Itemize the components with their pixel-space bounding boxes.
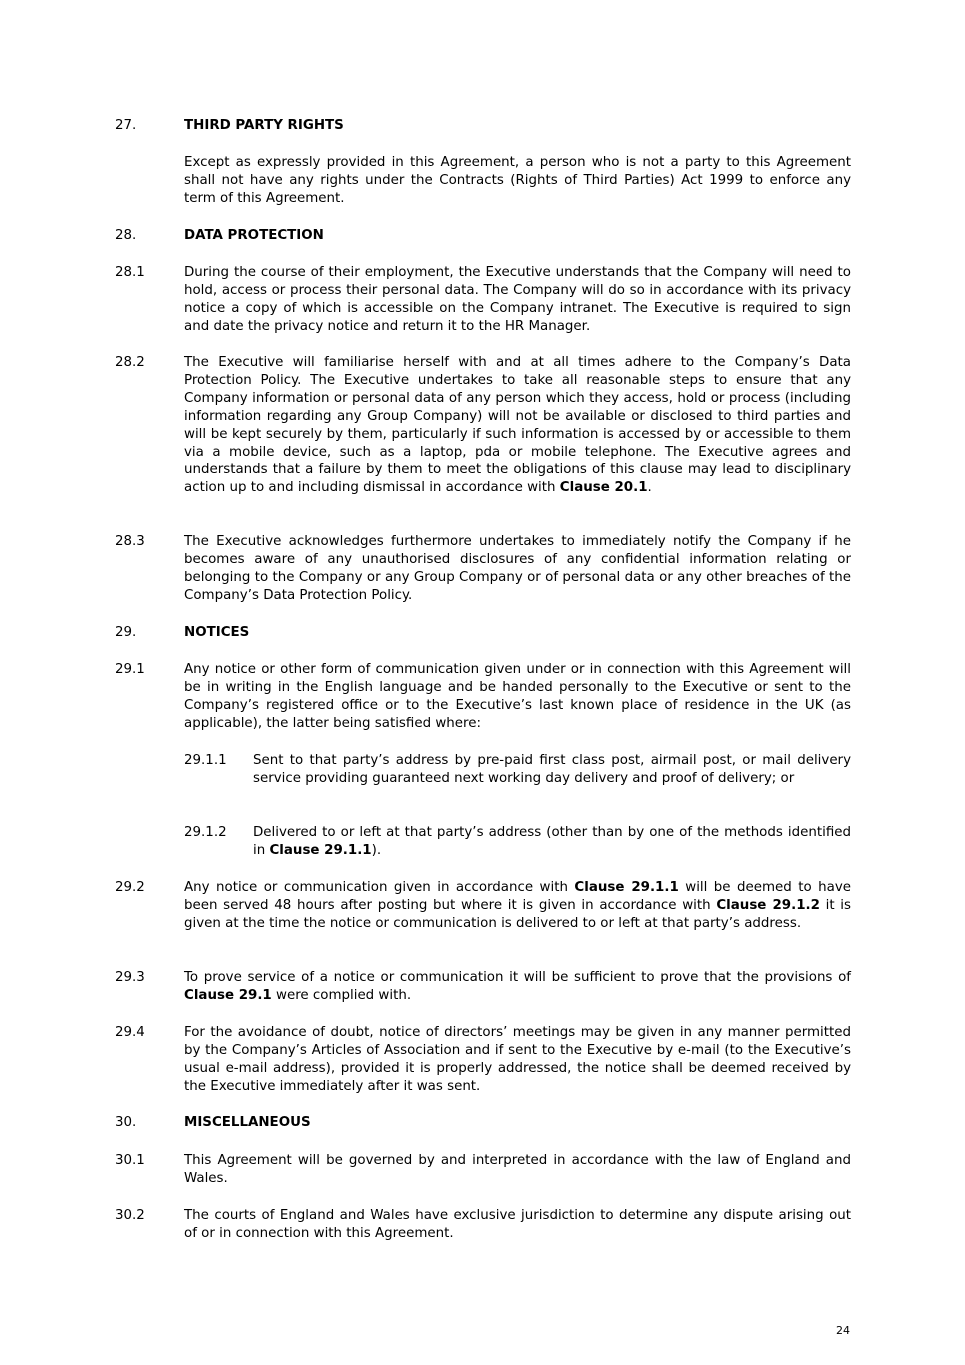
page-number: 24 <box>836 1324 850 1337</box>
bold-reference: Clause 29.1.1 <box>574 880 679 895</box>
bold-reference: Clause 20.1 <box>559 480 648 496</box>
text-segment: will be deemed to have been served 48 hours after posting but where it is given in accordance with <box>184 880 851 913</box>
clause-number: 28.1 <box>115 265 145 280</box>
section-heading <box>115 624 851 642</box>
section-heading <box>115 117 851 135</box>
clause-text <box>184 661 851 733</box>
clause-paragraph <box>115 154 851 208</box>
text-segment: Except as expressly provided in this Agreement, a person who is not a party to this Agreement shall not have any rights under the Contracts (Rights of Third Parties) Act 1999 to enforce any term of this Agreement. <box>184 155 851 206</box>
text-segment: Any notice or other form of communication given under or in connection with this Agreement will be in writing in the English language and be handed personally to the Executive or sent to the Company’s registered office or to the Executive’s last known place of residence in the UK (as applicable), the latter being satisfied where: <box>184 662 851 731</box>
text-segment: . <box>647 480 652 496</box>
clause-text <box>184 533 851 605</box>
text-segment: The Executive will familiarise herself with and at all times adhere to the Company’s Data Protection Policy. The Executive undertakes to take all reasonable steps to ensure that any Company information or personal data of any person which they access, hold or process (including information regarding any Group Company) will not be available or disclosed to third parties and will be kept securely by them, particularly if such information is accessed by or accessible to them via a mobile device, such as a laptop, pda or mobile telephone. The Executive agrees and understands that a failure by them to meet the obligations of this clause may lead to disciplinary action up to and including dismissal in accordance with <box>184 355 851 496</box>
clause-number: 29.4 <box>115 1025 145 1040</box>
text-segment: This Agreement will be governed by and interpreted in accordance with the law of England and Wales. <box>184 1153 851 1186</box>
clause-number: 28.3 <box>115 534 145 549</box>
clause-text <box>184 154 851 208</box>
section-heading <box>115 1114 851 1132</box>
clause-text <box>184 624 851 642</box>
text-segment: Delivered to or left at that party’s address (other than by one of the methods identified in <box>253 825 851 858</box>
clause-number: 27. <box>115 118 137 133</box>
bold-reference: MISCELLANEOUS <box>184 1115 311 1130</box>
clause-text <box>253 824 851 860</box>
clause-number: 30. <box>115 1115 137 1130</box>
clause-text <box>184 879 851 933</box>
clause-text <box>184 1024 851 1096</box>
clause-text <box>253 752 851 788</box>
clause-number: 28. <box>115 228 137 243</box>
text-segment: During the course of their employment, the Executive understands that the Company will need to hold, access or process their personal data. The Company will do so in accordance with its privacy notice a copy of which is accessible on the Company intranet. The Executive is required to sign and date the privacy notice and return it to the HR Manager. <box>184 265 851 334</box>
clause-text <box>184 354 851 497</box>
text-segment: The Executive acknowledges furthermore undertakes to immediately notify the Company if he becomes aware of any unauthorised disclosures of any confidential information relating or belonging to the Company or any Group Company or of personal data or any other breaches of the Company’s Data Protection Policy. <box>184 534 851 603</box>
text-segment: it is given at the time the notice or communication is delivered to or left at that party’s address. <box>184 897 851 931</box>
clause-text <box>184 969 851 1005</box>
text-segment: To prove service of a notice or communication it will be sufficient to prove that the provisions of <box>184 970 851 985</box>
clause-paragraph <box>115 1152 851 1188</box>
bold-reference: Clause 29.1 <box>184 987 272 1003</box>
clause-paragraph <box>115 533 851 605</box>
clause-paragraph <box>115 969 851 1005</box>
clause-text <box>184 264 851 336</box>
clause-text <box>184 1114 851 1132</box>
clause-paragraph <box>115 879 851 933</box>
clause-number: 29.1.1 <box>184 753 227 768</box>
clause-number: 29.1 <box>115 662 145 677</box>
bold-reference: Clause 29.1.2 <box>716 897 820 913</box>
text-segment: For the avoidance of doubt, notice of directors’ meetings may be given in any manner permitted by the Company’s Articles of Association and if sent to the Executive by e-mail (to the Executive’s usual e-mail address), provided it is properly addressed, the notice shall be deemed received by the Executive immediately after it was sent. <box>184 1025 851 1094</box>
clause-number: 30.2 <box>115 1208 145 1223</box>
clause-number: 28.2 <box>115 355 145 370</box>
clause-number: 29. <box>115 625 137 640</box>
clause-paragraph <box>115 264 851 336</box>
text-segment: Sent to that party’s address by pre-paid first class post, airmail post, or mail delivery service providing guaranteed next working day delivery and proof of delivery; or <box>253 753 851 786</box>
clause-paragraph <box>115 661 851 733</box>
text-segment: Any notice or communication given in accordance with <box>184 880 575 895</box>
section-heading <box>115 227 851 245</box>
text-segment: were complied with. <box>271 987 412 1003</box>
clause-text <box>184 117 851 135</box>
text-segment: The courts of England and Wales have exclusive jurisdiction to determine any dispute arising out of or in connection with this Agreement. <box>184 1208 851 1241</box>
clause-number: 30.1 <box>115 1153 145 1168</box>
clause-number: 29.2 <box>115 880 145 895</box>
clause-paragraph <box>115 752 851 788</box>
clause-paragraph <box>115 1024 851 1096</box>
clause-text <box>184 227 851 245</box>
text-segment: ). <box>371 842 382 858</box>
clause-number: 29.3 <box>115 970 145 985</box>
clause-text <box>184 1152 851 1188</box>
bold-reference: DATA PROTECTION <box>184 228 324 243</box>
bold-reference: Clause 29.1.1 <box>269 842 372 858</box>
clause-text <box>184 1207 851 1243</box>
clause-paragraph <box>115 824 851 860</box>
clause-number: 29.1.2 <box>184 825 227 840</box>
bold-reference: THIRD PARTY RIGHTS <box>184 118 344 133</box>
clause-paragraph <box>115 1207 851 1243</box>
bold-reference: NOTICES <box>184 625 250 640</box>
clause-paragraph <box>115 354 851 497</box>
